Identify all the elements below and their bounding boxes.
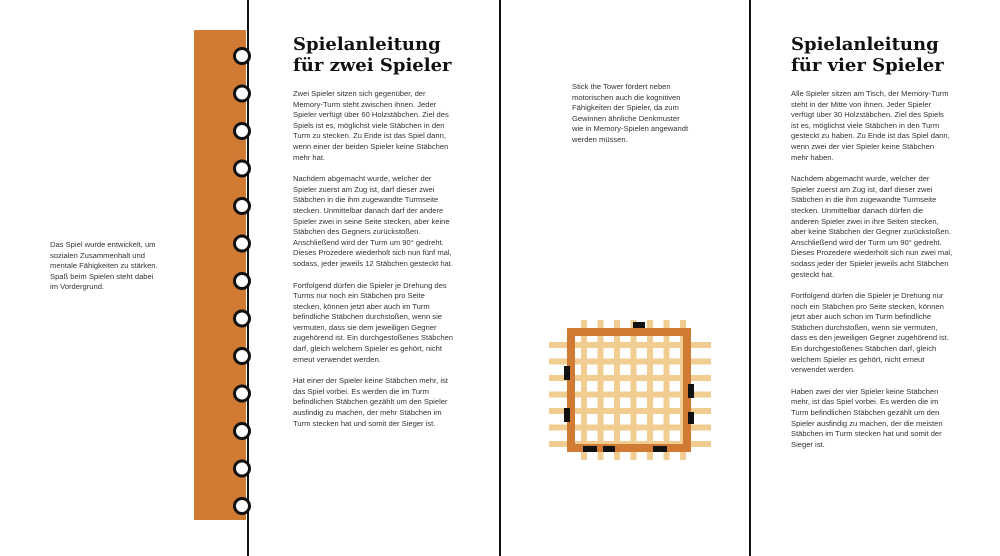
light-stick — [647, 320, 653, 460]
dark-stick-end — [688, 412, 694, 424]
four-player-paragraph-2: Nachdem abgemacht wurde, welcher der Spieler zuerst am Zug ist, darf dieser zwei Stäbchen in die ihm zugewandte Turmseite stecken. Unmittelbar danach dürfen die anderen Spieler zwei in ihre Seiten stecken, aber keine Stäbchen der Gegner zurückstoßen. Anschließend wird der Turm um 90° gedreht. Dieses Prozedere wiederholt sich nun zwei mal, sodass jeder der Spieler jeweils acht Stäbchen gesteckt hat. — [791, 174, 953, 279]
four-player-paragraph-4: Haben zwei der vier Spieler keine Stäbchen mehr, ist das Spiel vorbei. Es werden die im Turm befindlichen Stäbchen gezählt um den Spieler ausfindig zu machen, der die meisten Stäbchen im Turm stecken hat und somit der Sieger ist. — [791, 386, 943, 449]
four-player-instructions — [791, 34, 953, 461]
binding-ring-icon — [235, 49, 250, 64]
page-divider-2 — [499, 0, 501, 556]
two-player-paragraph-3: Fortfolgend dürfen die Spieler je Drehung des Turms nur noch ein Stäbchen pro Seite stecken, können jetzt aber auch im Turm befindliche Stäbchen durchstoßen, wenn sie vermuten, dass sie dem jeweiligen Gegner zugehörend ist. Ein durchgestoßenes Stäbchen darf, gleich welchem Spieler es gehört, nicht erneut verwendet werden. — [293, 280, 453, 364]
binding-ring-icon — [235, 386, 250, 401]
four-player-paragraph-3: Fortfolgend dürfen die Spieler je Drehung nur noch ein Stäbchen pro Seite stecken, können jetzt aber auch schon im Turm befindliche Stäbchen durchstoßen, wenn sie vermuten, dass es den jeweiligen Gegner zugehörend ist. Ein durchgestoßenes Stäbchen darf, gleich welchem Spieler es gehört, nicht erneut verwendet werden. — [791, 291, 949, 375]
two-player-paragraph-4: Hat einer der Spieler keine Stäbchen mehr, ist das Spiel vorbei. Es werden die im Turm befindlichen Stäbchen gezählt um den Spieler ausfindig zu machen, der mehr Stäbchen im Turm stecken hat und somit der Sieger ist. — [293, 376, 448, 428]
tower-frame — [567, 328, 691, 336]
binding-ring-icon — [235, 236, 250, 251]
binding-ring-icon — [235, 424, 250, 439]
binding-ring-icon — [235, 349, 250, 364]
four-player-title: Spielanleitung für vier Spieler — [791, 34, 944, 76]
binding-ring-icon — [235, 124, 250, 139]
light-stick — [664, 320, 670, 460]
two-player-paragraph-2: Nachdem abgemacht wurde, welcher der Spieler zuerst am Zug ist, darf dieser zwei Stäbchen in die ihm zugewandte Turmseite stecken. Unmittelbar danach darf der andere Spieler zwei in seine Seite stecken, aber keine Stäbchen des Gegners zurückstoßen. Anschließend wird der Turm um 90° gedreht. Dieses Prozedere wiederholt sich nun fünf mal, sodass, jeder jeweils 12 Stäbchen gesteckt hat. — [293, 174, 453, 268]
dark-stick-end — [564, 408, 570, 422]
two-player-instructions — [293, 34, 455, 440]
light-stick — [614, 320, 620, 460]
two-player-paragraph-1: Zwei Spieler sitzen sich gegenüber, der Memory-Turm steht zwischen ihnen. Jeder Spieler verfügt über 60 Holzstäbchen. Ziel des Spiels ist es, möglichst viele Stäbchen in den Turm zu stecken. Zu Ende ist das Spiel dann, wenn einer der beiden Spieler keine Stäbchen mehr hat. — [293, 89, 449, 162]
dark-stick-end — [653, 446, 667, 452]
binding-ring-icon — [235, 274, 250, 289]
dark-stick-end — [688, 384, 694, 398]
light-stick — [581, 320, 587, 460]
side-note: Das Spiel wurde entwickelt, um sozialen Zusammenhalt und mentale Fähigkeiten zu stärken. Spaß beim Spielen steht dabei im Vordergrund. — [50, 240, 158, 292]
dark-stick-end — [603, 446, 615, 452]
dark-stick-end — [633, 322, 645, 328]
dark-stick-end — [564, 366, 570, 380]
four-player-paragraph-1: Alle Spieler sitzen am Tisch, der Memory-Turm steht in der Mitte von ihnen. Jeder Spieler verfügt über 30 Holzstäbchen. Ziel des Spiels ist es, möglichst viele Stäbchen in den Turm gesteckt zu haben. Zu Ende ist das Spiel dann, wenn zwei der vier Spieler keine Stäbchen mehr haben. — [791, 89, 950, 162]
binding-ring-icon — [235, 311, 250, 326]
light-stick — [598, 320, 604, 460]
binding-ring-icon — [235, 499, 250, 514]
light-stick — [631, 320, 637, 460]
binding-ring-icon — [235, 86, 250, 101]
dark-stick-end — [583, 446, 597, 452]
binding-ring-icon — [235, 199, 250, 214]
tower-frame — [567, 328, 575, 452]
two-player-title: Spielanleitung für zwei Spieler — [293, 34, 452, 76]
tower-top-view-illustration — [545, 318, 715, 460]
binding-ring-icon — [235, 461, 250, 476]
page-divider-3 — [749, 0, 751, 556]
tower-note: Stick the Tower fördert neben motorischen auch die kognitiven Fähigkeiten der Spieler, da zum Gewinnen ähnliche Denkmuster wie in Memory-Spielen angewandt werden müssen. — [572, 82, 689, 144]
binding-ring-icon — [235, 161, 250, 176]
